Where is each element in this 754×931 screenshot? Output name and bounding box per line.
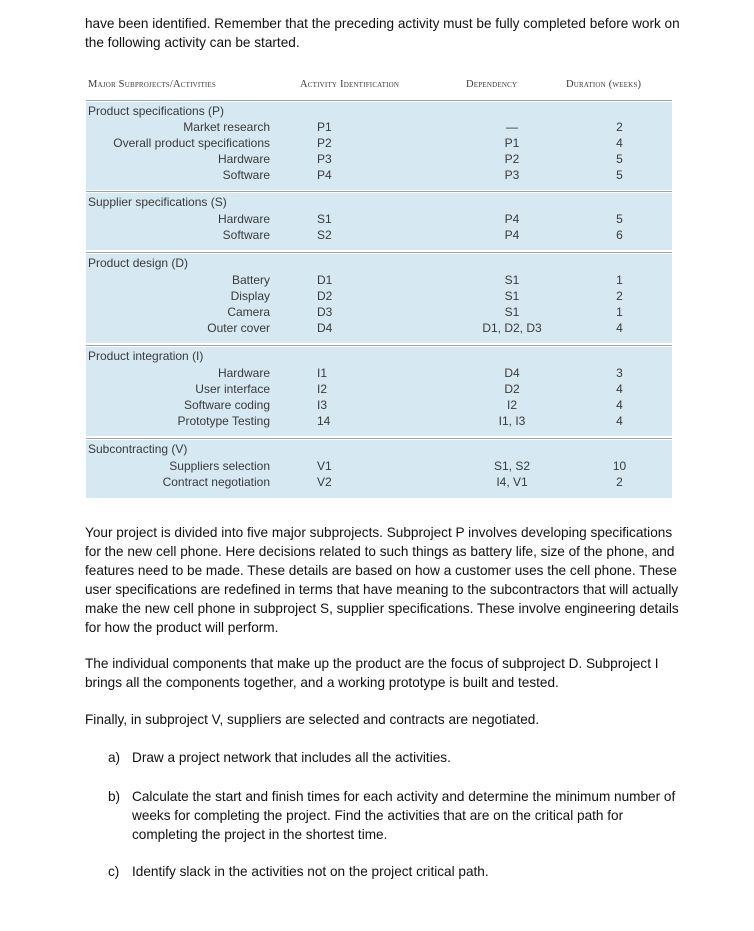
activity-name: Contract negotiation — [162, 475, 270, 489]
table-row — [86, 273, 672, 289]
activity-name: Battery — [231, 273, 270, 287]
question-label: b) — [108, 789, 121, 804]
question-label: a) — [108, 750, 121, 765]
table-row — [86, 414, 672, 430]
paragraph-suppliers: Finally, in subproject V, suppliers are selected and contracts are negotiated. — [85, 712, 540, 727]
table-row — [86, 398, 672, 414]
activity-id: D1 — [317, 273, 333, 287]
activity-id: S2 — [317, 228, 332, 242]
activity-id: D4 — [317, 321, 333, 335]
activity-name: Camera — [227, 305, 270, 319]
activity-dependency: P4 — [504, 212, 520, 226]
question-text: Identify slack in the activities not on the project critical path. — [132, 864, 489, 879]
activity-duration: 1 — [616, 305, 623, 319]
activity-name: Outer cover — [207, 321, 270, 335]
activity-name: Market research — [183, 120, 270, 134]
activity-dependency: D4 — [504, 366, 520, 380]
table-row — [86, 366, 672, 382]
activity-id: V2 — [317, 475, 332, 489]
header-activities: Major Subprojects/Activities — [88, 79, 217, 90]
header-identification: Activity Identification — [300, 79, 400, 90]
group-divider — [86, 345, 672, 346]
group-divider — [86, 191, 672, 192]
activity-duration: 4 — [616, 321, 623, 335]
activity-name: User interface — [195, 382, 270, 396]
table-row — [86, 136, 672, 152]
activity-duration: 1 — [616, 273, 623, 287]
activity-id: I3 — [317, 398, 328, 412]
question-text: Draw a project network that includes all the activities. — [132, 750, 451, 765]
activity-dependency: I4, V1 — [496, 475, 528, 489]
group-divider — [86, 252, 672, 253]
header-dependency: Dependency — [466, 79, 518, 90]
activity-name: Display — [230, 289, 270, 303]
activity-name: Software — [222, 228, 270, 242]
activity-dependency: I1, I3 — [498, 414, 526, 428]
activity-duration: 2 — [616, 475, 623, 489]
group-title: Product specifications (P) — [88, 104, 225, 118]
paragraph-subprojects: Your project is divided into five major subprojects. Subproject P involves developing specifications for the new cell phone. Here decisions related to such things as battery life, size of the phone, and features need to be made. These details are based on how a customer uses the cell phone. These user specifications are redefined in terms that have meaning to the subcontractors that will actually make the new cell phone in subproject S, supplier specifications. These involve engineering details for how the product will perform. — [85, 525, 679, 635]
activity-dependency: — — [506, 120, 518, 134]
table-row — [86, 321, 672, 337]
activity-dependency: S1 — [504, 289, 520, 303]
activity-name: Hardware — [217, 152, 270, 166]
group-subcontracting — [86, 440, 672, 498]
activity-duration: 10 — [612, 459, 627, 473]
activity-duration: 5 — [616, 168, 623, 182]
table-row — [86, 120, 672, 136]
activity-id: P1 — [317, 120, 332, 134]
activity-name: Suppliers selection — [169, 459, 270, 473]
table-row — [86, 152, 672, 168]
activity-duration: 4 — [616, 414, 623, 428]
group-product-integration — [86, 347, 672, 436]
activity-name: Software coding — [183, 398, 270, 412]
activity-duration: 2 — [616, 289, 623, 303]
group-divider — [86, 438, 672, 439]
activity-id: 14 — [317, 414, 331, 428]
activity-name: Overall product specifications — [113, 136, 270, 150]
activity-id: S1 — [317, 212, 332, 226]
activity-dependency: S1, S2 — [493, 459, 531, 473]
group-supplier-specifications — [86, 193, 672, 250]
activity-duration: 4 — [616, 382, 623, 396]
header-duration: Duration (weeks) — [566, 79, 642, 90]
activity-id: I1 — [317, 366, 328, 380]
question-b — [108, 787, 688, 844]
group-title: Product integration (I) — [88, 349, 204, 363]
activity-dependency: I2 — [506, 398, 517, 412]
activity-dependency: D2 — [504, 382, 520, 396]
activity-dependency: P1 — [504, 136, 520, 150]
activity-dependency: S1 — [504, 305, 520, 319]
question-c — [108, 862, 688, 881]
activity-duration: 6 — [616, 228, 623, 242]
table-header — [86, 68, 672, 100]
table-row — [86, 168, 672, 184]
activity-id: D3 — [317, 305, 333, 319]
group-product-specifications — [86, 102, 672, 190]
question-label: c) — [108, 864, 120, 879]
intro-text: have been identified. Remember that the preceding activity must be fully completed before work on the following activity can be started. — [85, 16, 680, 50]
activity-id: I2 — [317, 382, 328, 396]
table-row — [86, 212, 672, 228]
activity-duration: 5 — [616, 212, 623, 226]
activity-name: Prototype Testing — [177, 414, 270, 428]
activity-duration: 4 — [616, 398, 623, 412]
activity-name: Hardware — [217, 212, 270, 226]
activity-id: V1 — [317, 459, 332, 473]
table-row — [86, 382, 672, 398]
activity-id: P3 — [317, 152, 332, 166]
question-a — [108, 748, 688, 767]
activity-dependency: P2 — [504, 152, 520, 166]
table-row — [86, 289, 672, 305]
activity-duration: 4 — [616, 136, 623, 150]
question-text: Calculate the start and finish times for each activity and determine the minimum number of weeks for completing the project. Find the activities that are on the critical path for completing the project in the shortest time. — [132, 789, 676, 842]
activity-dependency: D1, D2, D3 — [482, 321, 542, 335]
activity-duration: 5 — [616, 152, 623, 166]
header-divider — [86, 100, 672, 101]
activity-dependency: P4 — [504, 228, 520, 242]
activity-id: D2 — [317, 289, 333, 303]
activity-dependency: S1 — [504, 273, 520, 287]
activity-table — [86, 68, 672, 498]
group-title: Supplier specifications (S) — [88, 195, 227, 209]
table-row — [86, 305, 672, 321]
activity-dependency: P3 — [504, 168, 520, 182]
group-product-design — [86, 254, 672, 343]
activity-name: Software — [222, 168, 270, 182]
table-row — [86, 459, 672, 475]
paragraph-components: The individual components that make up the product are the focus of subproject D. Subproject I brings all the components together, and a working prototype is built and tested. — [85, 656, 659, 690]
activity-duration: 3 — [616, 366, 623, 380]
group-title: Product design (D) — [88, 256, 189, 270]
activity-id: P4 — [317, 168, 332, 182]
activity-id: P2 — [317, 136, 332, 150]
activity-duration: 2 — [616, 120, 623, 134]
table-row — [86, 228, 672, 244]
activity-name: Hardware — [217, 366, 270, 380]
table-row — [86, 475, 672, 491]
group-title: Subcontracting (V) — [88, 442, 188, 456]
